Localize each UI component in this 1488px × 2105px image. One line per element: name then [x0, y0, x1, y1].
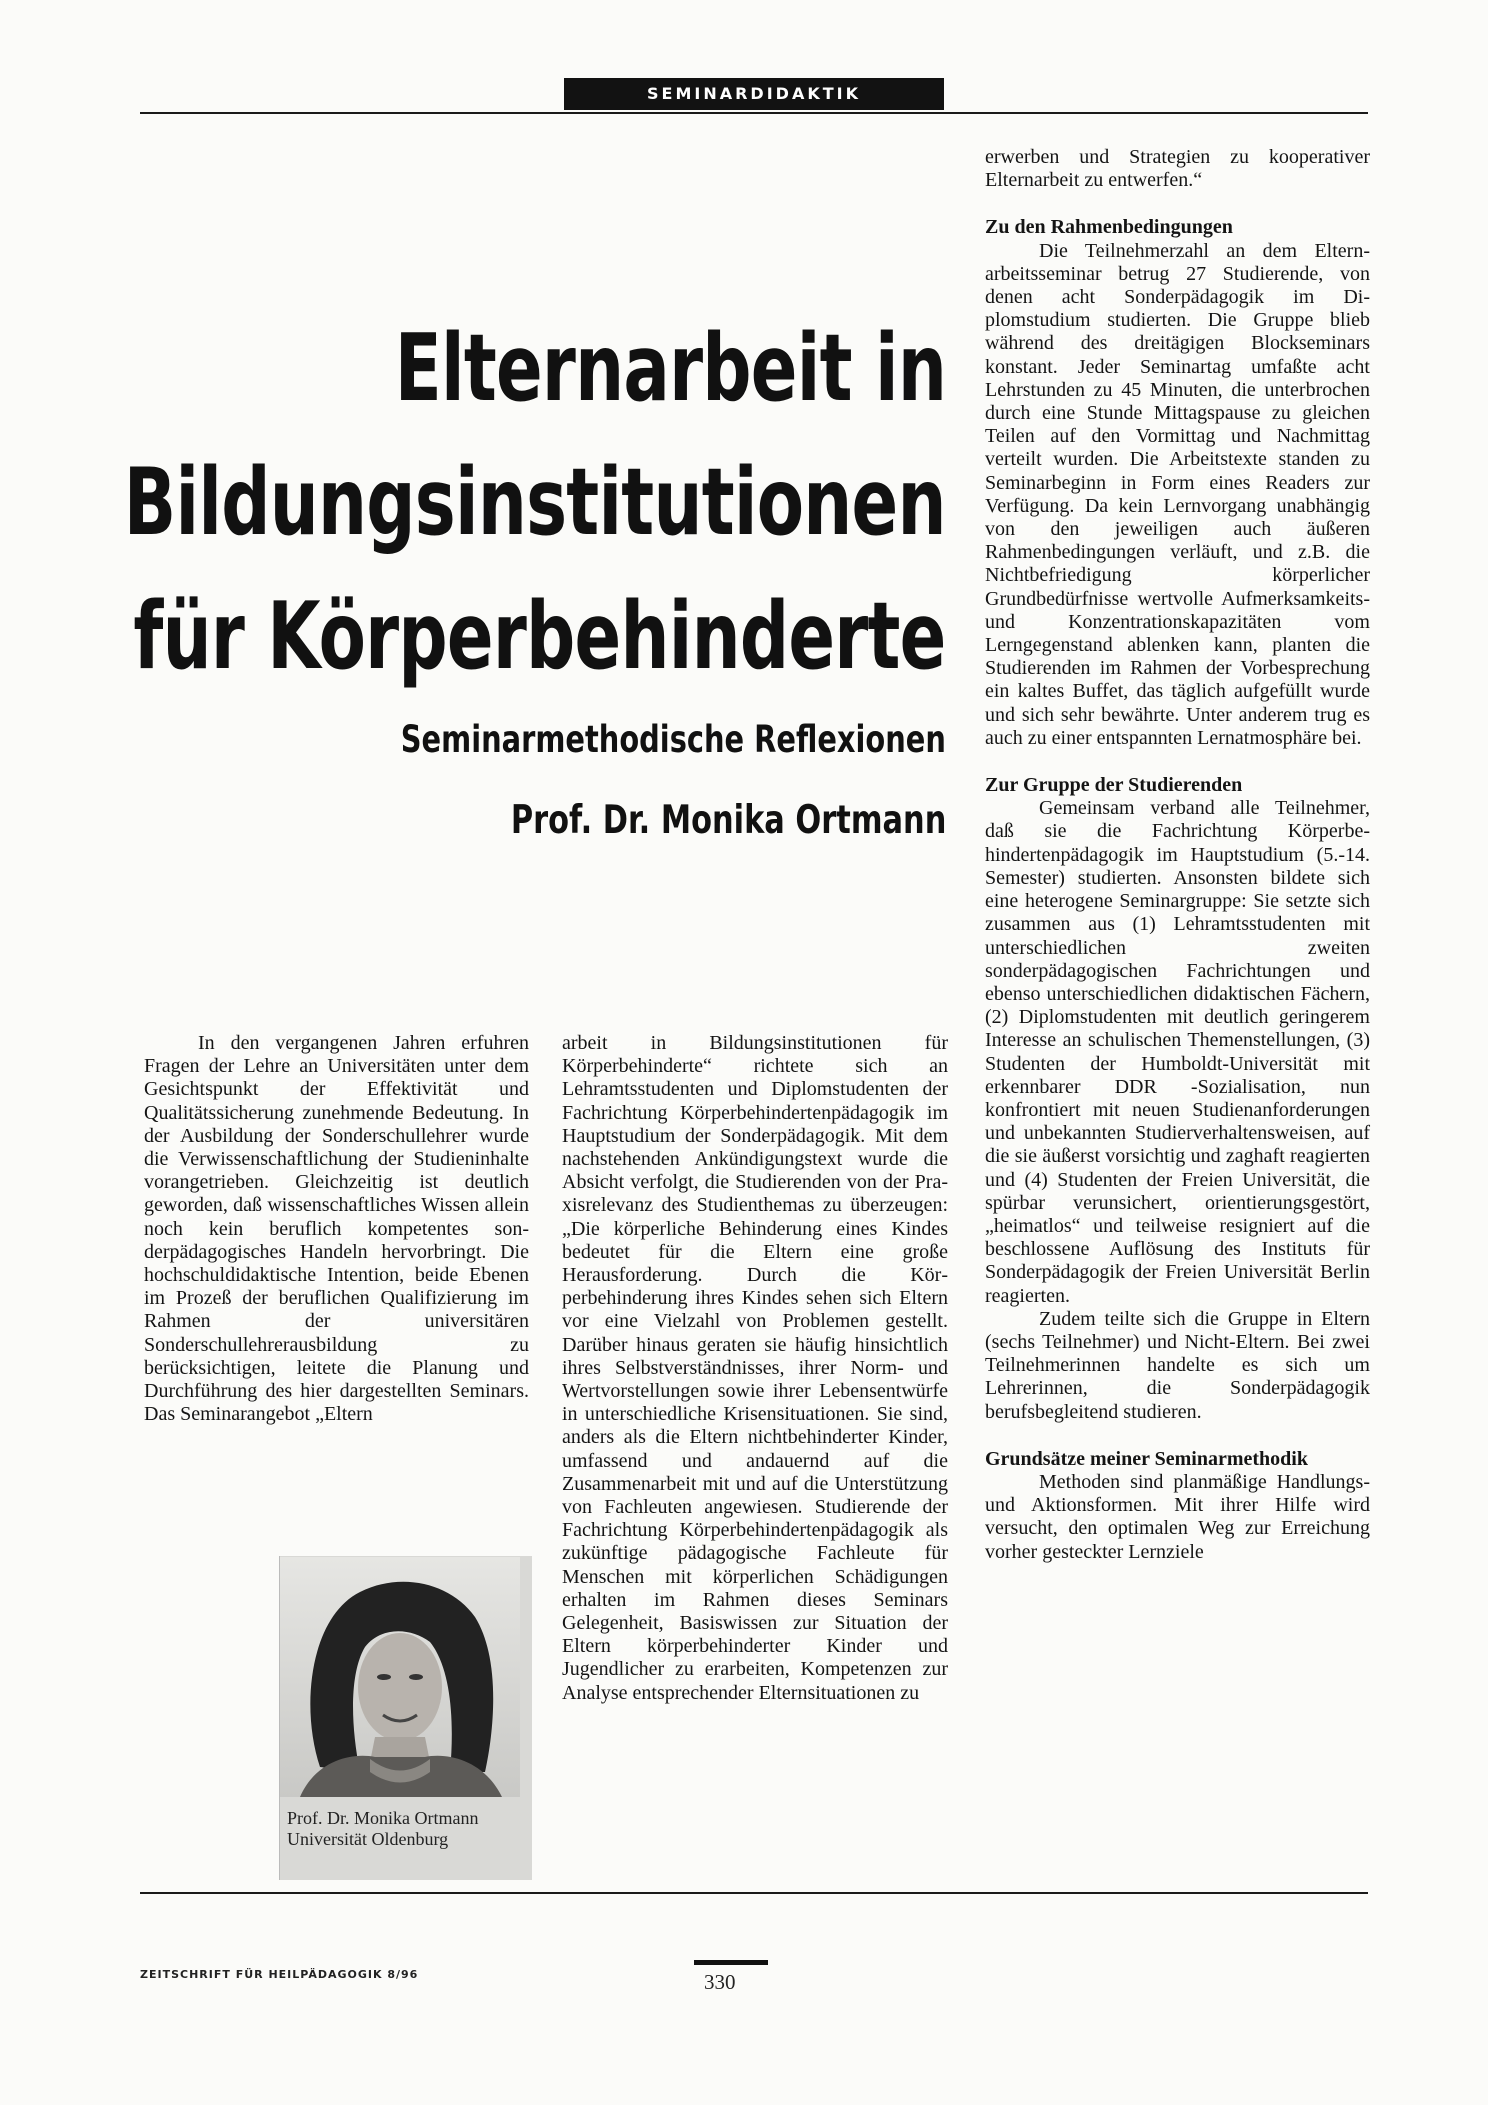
body-paragraph: Gemeinsam verband alle Teilnehmer, daß sie die Fachrichtung Körperbehindertenpädagogik im Hauptstudium (5.-14. Semester) studierten. Ansonsten bildete sich eine heterogene Seminargruppe: Sie setzte sich zusammen aus (1) Lehramtsstudenten mit unterschiedlichen zweiten sonderpädagogischen Fachrichtungen und ebenso unterschiedlichen didaktischen Fächern, (2) Diplomstudenten mit deutlich geringerem Interesse an schulischen Themenstellungen, (3) Studenten der Humboldt-Universität mit erkennbarer DDR -Sozialisation, nun konfrontiert mit neuen Studienanforderungen und unbekannten Studierverhaltensweisen, auf die sie äußerst vorsichtig und zaghaft reagierten und (4) Studenten der Freien Universität, die spürbar verunsichert, orientierungsgestört, „heimatlos“ und teilweise resigniert auf die beschlossene Auflösung des Instituts für Sonderpädagogik der Freien Universität Berlin reagierten. — [985, 797, 1370, 1307]
body-column-right — [985, 146, 1370, 1564]
article-author: Prof. Dr. Monika Ortmann — [510, 798, 946, 843]
header-rule — [140, 112, 1368, 114]
article-title-line-3: für Körperbehinderte — [133, 582, 946, 690]
page-number-mark — [694, 1960, 768, 1965]
body-paragraph: Die Teilnehmerzahl an dem Elternarbeitsseminar betrug 27 Studierende, von denen acht Sonderpädagogik im Diplomstudium studierten. Die Gruppe blieb während des dreitägigen Blockseminars konstant. Jeder Seminartag umfaßte acht Lehrstunden zu 45 Minuten, die unterbrochen durch eine Stunde Mittagspause zu gleichen Teilen auf den Vormittag und Nachmittag verteilt wurden. Die Arbeitstexte standen zu Seminarbeginn in Form eines Readers zur Verfügung. Da kein Lernvorgang unabhängig von den jeweiligen auch äußeren Rahmenbedingungen verläuft, und z.B. die Nichtbefriedigung körperlicher Grundbedürfnisse wertvolle Aufmerksamkeits- und Konzentrationskapazitäten vom Lerngegenstand ablenken kann, planten die Studierenden im Rahmen der Vorbesprechung ein kaltes Buffet, das täglich aufgefüllt wurde und sich sehr bewährte. Unter anderem trug es auch zu einer entspannten Lernatmosphäre bei. — [985, 239, 1370, 749]
section-heading-grundsaetze: Grundsätze meiner Seminarmethodik — [985, 1447, 1308, 1470]
body-paragraph: erwerben und Strategien zu kooperativer Elternarbeit zu entwerfen.“ — [985, 146, 1370, 192]
body-paragraph: Methoden sind planmäßige Handlungs- und Aktionsformen. Mit ihrer Hilfe wird versucht, den optimalen Weg zur Erreichung vorher gesteckter Lernziele — [985, 1470, 1370, 1563]
article-title-line-1: Elternarbeit in — [394, 314, 946, 422]
photo-caption — [287, 1808, 527, 1850]
footer-rule — [140, 1892, 1368, 1894]
author-photo — [280, 1557, 520, 1797]
page-number: 330 — [704, 1970, 736, 1994]
body-paragraph: arbeit in Bildungsinstitutionen für Körperbehinderte“ richtete sich an Lehramtsstudenten und Diplomstudenten der Fachrichtung Körperbehindertenpädagogik im Hauptstudium der Sonderpädagogik. Mit dem nachstehenden Ankündigungstext wurde die Absicht verfolgt, die Studierenden von der Praxisrelevanz des Studienthemas zu überzeugen: „Die körperliche Behinderung eines Kindes bedeutet für die Eltern eine große Herausforderung. Durch die Körperbehinderung ihres Kindes sehen sich Eltern vor eine Vielzahl von Problemen gestellt. Darüber hinaus geraten sie häufig hinsichtlich ihres Selbstverständnisses, ihrer Norm- und Wertvorstellungen sowie ihrer Lebensentwürfe in unterschiedliche Krisensituationen. Sie sind, anders als die Eltern nichtbehinderter Kinder, umfassend und andauernd auf die Zusammenarbeit mit und auf die Unterstützung von Fachleuten angewiesen. Studierende der Fachrichtung Körperbehindertenpädagogik als zukünftige pädagogische Fachleute für Menschen mit körperlichen Schädigungen erhalten im Rahmen dieses Seminars Gelegenheit, Basiswissen zur Situation der Eltern körperbehinderter Kinder und Jugendlicher zu erarbeiten, Kompetenzen zur Analyse entsprechender Elternsituationen zu — [562, 1032, 948, 1704]
journal-name: ZEITSCHRIFT FÜR HEILPÄDAGOGIK 8/96 — [140, 1968, 419, 1981]
article-subtitle: Seminarmethodische Reflexionen — [400, 718, 946, 761]
section-label: SEMINARDIDAKTIK — [564, 78, 944, 110]
body-paragraph: In den vergangenen Jahren erfuhren Fragen der Lehre an Universitäten unter dem Gesichtspunkt der Effektivität und Qualitätssicherung zunehmende Bedeutung. In der Ausbildung der Sonderschullehrer wurde die Verwissenschaftlichung der Studieninhalte vorangetrieben. Gleichzeitig ist deutlich geworden, daß wissenschaftliches Wissen allein noch kein beruflich kompetentes sonderpädagogisches Handeln hervorbringt. Die hochschuldidaktische Intention, beide Ebenen im Prozeß der beruflichen Qualifizierung im Rahmen der universitären Sonderschullehrerausbildung zu berücksichtigen, leitete die Planung und Durchführung des hier dargestellten Seminars. Das Seminarangebot „Eltern — [144, 1032, 529, 1426]
body-column-left — [144, 1032, 529, 1426]
section-heading-rahmenbedingungen: Zu den Rahmenbedingungen — [985, 216, 1233, 239]
photo-caption-affiliation: Universität Oldenburg — [287, 1829, 449, 1849]
article-title-line-2: Bildungsinstitutionen — [124, 448, 946, 556]
body-column-middle — [562, 1032, 948, 1705]
body-paragraph: Zudem teilte sich die Gruppe in Eltern (sechs Teilnehmer) und Nicht-Eltern. Bei zwei Teilnehmerinnen handelte es sich um Lehrerinnen, die Sonderpädagogik berufsbegleitend studieren. — [985, 1307, 1370, 1423]
section-heading-gruppe: Zur Gruppe der Studierenden — [985, 774, 1243, 797]
photo-caption-name: Prof. Dr. Monika Ortmann — [287, 1808, 479, 1828]
